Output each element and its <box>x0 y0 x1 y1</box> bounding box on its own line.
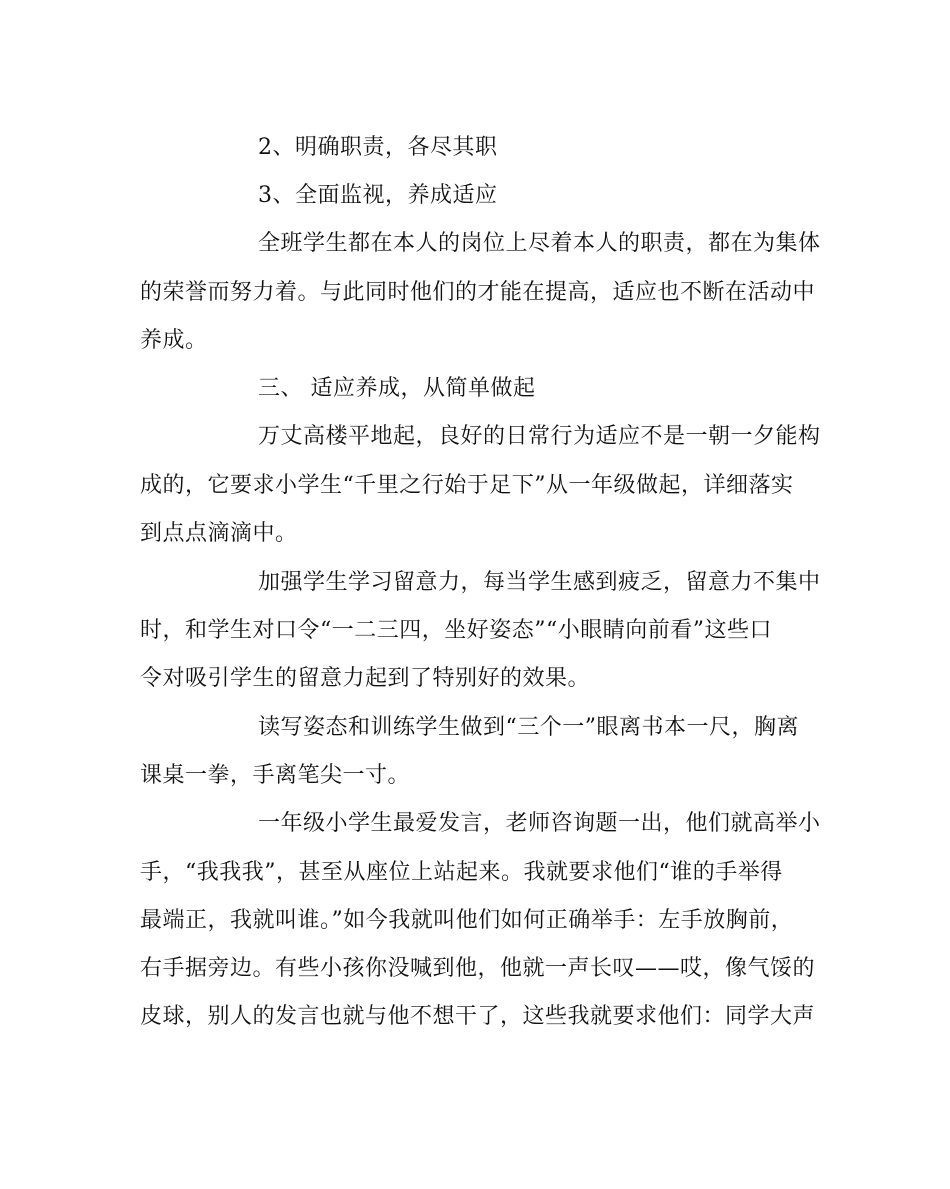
paragraph-line: 到点点滴滴中。 <box>140 521 298 546</box>
paragraph-line: 令对吸引学生的留意力起到了特别好的效果。 <box>140 666 591 691</box>
paragraph-line: 读写姿态和训练学生做到“三个一”眼离书本一尺，胸离 <box>258 715 799 740</box>
paragraph-line: 的荣誉而努力着。与此同时他们的才能在提高，适应也不断在活动中 <box>140 280 816 305</box>
section-heading-3: 3、全面监视，养成适应 <box>258 183 498 208</box>
paragraph-line: 右手据旁边。有些小孩你没喊到他，他就一声长叹——哎，像气馁的 <box>140 956 816 981</box>
paragraph-line: 课桌一拳，手离笔尖一寸。 <box>140 763 411 788</box>
section-heading-three: 三、 适应养成，从简单做起 <box>258 376 536 401</box>
paragraph-line: 手，“我我我”，甚至从座位上站起来。我就要求他们“谁的手举得 <box>140 860 783 885</box>
paragraph-line: 成的，它要求小学生“千里之行始于足下”从一年级做起，详细落实 <box>140 473 794 498</box>
paragraph-line: 皮球，别人的发言也就与他不想干了，这些我就要求他们：同学大声 <box>140 1004 816 1029</box>
paragraph-line: 万丈高楼平地起，良好的日常行为适应不是一朝一夕能构 <box>258 424 821 449</box>
paragraph-line: 时，和学生对口令“一二三四，坐好姿态”“小眼睛向前看”这些口 <box>140 618 772 643</box>
paragraph-line: 最端正，我就叫谁。”如今我就叫他们如何正确举手：左手放胸前， <box>140 908 794 933</box>
paragraph-line: 加强学生学习留意力，每当学生感到疲乏，留意力不集中 <box>258 570 821 595</box>
paragraph-line: 全班学生都在本人的岗位上尽着本人的职责，都在为集体 <box>258 231 821 256</box>
paragraph-line: 养成。 <box>140 328 208 353</box>
section-heading-2: 2、明确职责，各尽其职 <box>258 135 498 160</box>
paragraph-line: 一年级小学生最爱发言，老师咨询题一出，他们就高举小 <box>258 811 821 836</box>
